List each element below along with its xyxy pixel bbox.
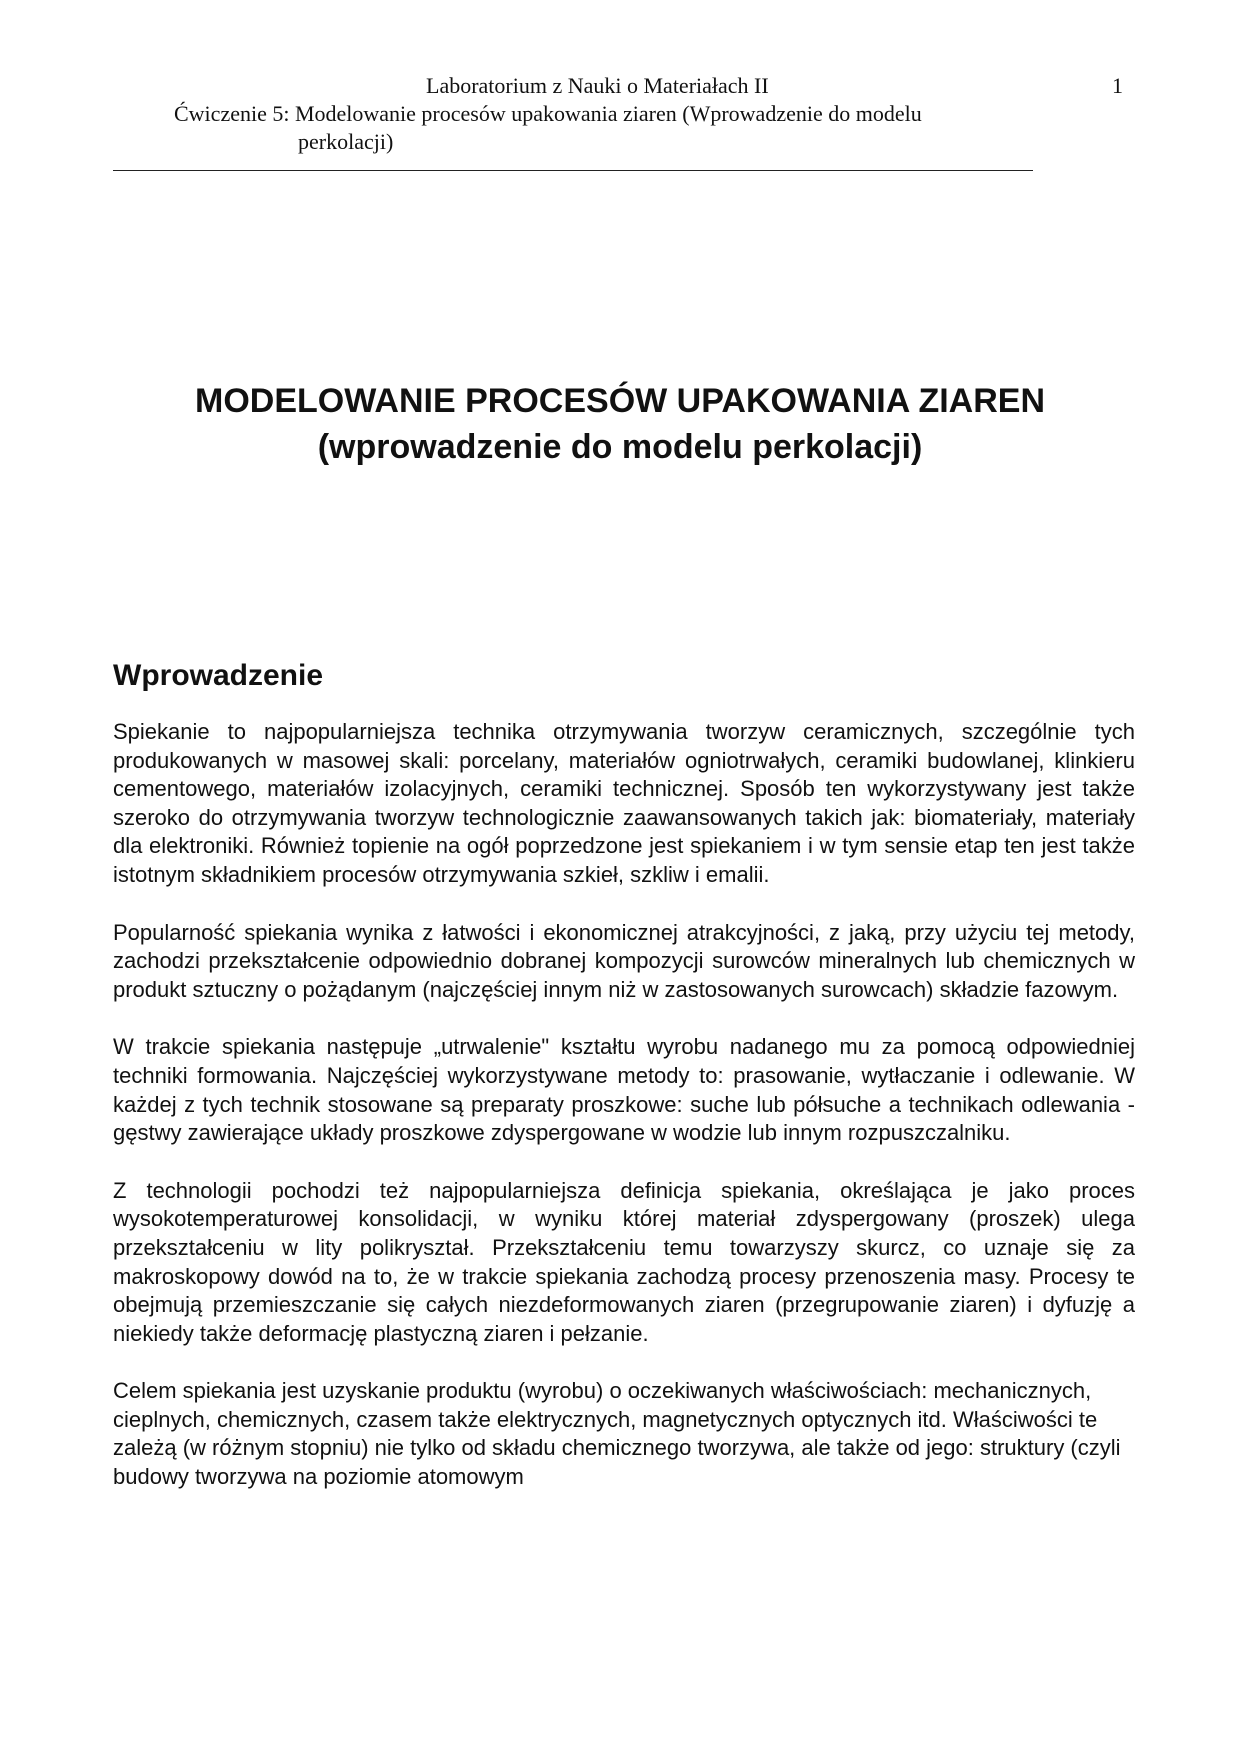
document-title-line2: (wprowadzenie do modelu perkolacji) — [317, 428, 923, 466]
paragraph-5: Celem spiekania jest uzyskanie produktu (wyrobu) o oczekiwanych właściwościach: mechanicznych, cieplnych, chemicznych, czasem także elektrycznych, magnetycznych optycznych itd. Właściwości te zależą (w różnym stopniu) nie tylko od składu chemicznego tworzywa, ale także od jego: struktury (czyli budowy tworzywa na poziomie atomowym — [113, 1378, 1121, 1490]
header-divider — [113, 170, 1033, 171]
paragraph-1: Spiekanie to najpopularniejsza technika otrzymywania tworzyw ceramicznych, szczególnie tych produkowanych w masowej skali: porcelany, materiałów ogniotrwałych, ceramiki budowlanej, klinkieru cementowego, materiałów izolacyjnych, ceramiki technicznej. Sposób ten wykorzystywany jest także szeroko do otrzymywania tworzyw technologicznie zaawansowanych takich jak: biomateriały, materiały dla elektroniki. Również topienie na ogół poprzedzone jest spiekaniem i w tym sensie etap ten jest także istotnym składnikiem procesów otrzymywania szkieł, szkliw i emalii. — [113, 719, 1135, 887]
section-heading: Wprowadzenie — [113, 659, 324, 692]
paragraph-2: Popularność spiekania wynika z łatwości i ekonomicznej atrakcyjności, z jaką, przy użyciu tej metody, zachodzi przekształcenie odpowiednio dobranej kompozycji surowców mineralnych lub chemicznych w produkt sztuczny o pożądanym (najczęściej innym niż w zastosowanych surowcach) składzie fazowym. — [113, 919, 1135, 1002]
header-exercise-title: Ćwiczenie 5: Modelowanie procesów upakowania ziaren (Wprowadzenie do modelu — [174, 101, 922, 126]
header-course-title: Laboratorium z Nauki o Materiałach II — [426, 73, 769, 98]
document-title-line1: MODELOWANIE PROCESÓW UPAKOWANIA ZIAREN — [195, 382, 1045, 420]
document-title — [100, 378, 1140, 470]
paragraph-4: Z technologii pochodzi też najpopularniejsza definicja spiekania, określająca je jako proces wysokotemperaturowej konsolidacji, w wyniku której materiał zdyspergowany (proszek) ulega przekształceniu w lity polikryształ. Przekształceniu temu towarzyszy skurcz, co uznaje się za makroskopowy dowód na to, że w trakcie spiekania zachodzą procesy przenoszenia masy. Procesy te obejmują przemieszczanie się całych niezdeformowanych ziaren (przegrupowanie ziaren) i dyfuzję a niekiedy także deformację plastyczną ziaren i pełzanie. — [113, 1177, 1135, 1346]
body-text — [113, 718, 1135, 1521]
paragraph-3: W trakcie spiekania następuje „utrwalenie" kształtu wyrobu nadanego mu za pomocą odpowiedniej techniki formowania. Najczęściej wykorzystywane metody to: prasowanie, wytłaczanie i odlewanie. W każdej z tych technik stosowane są preparaty proszkowe: suche lub półsuche a technikach odlewania - gęstwy zawierające układy proszkowe zdyspergowane w wodzie lub innym rozpuszczalniku. — [113, 1034, 1135, 1146]
page-number: 1 — [1112, 73, 1123, 98]
header-exercise-title-continued: perkolacji) — [298, 129, 394, 154]
